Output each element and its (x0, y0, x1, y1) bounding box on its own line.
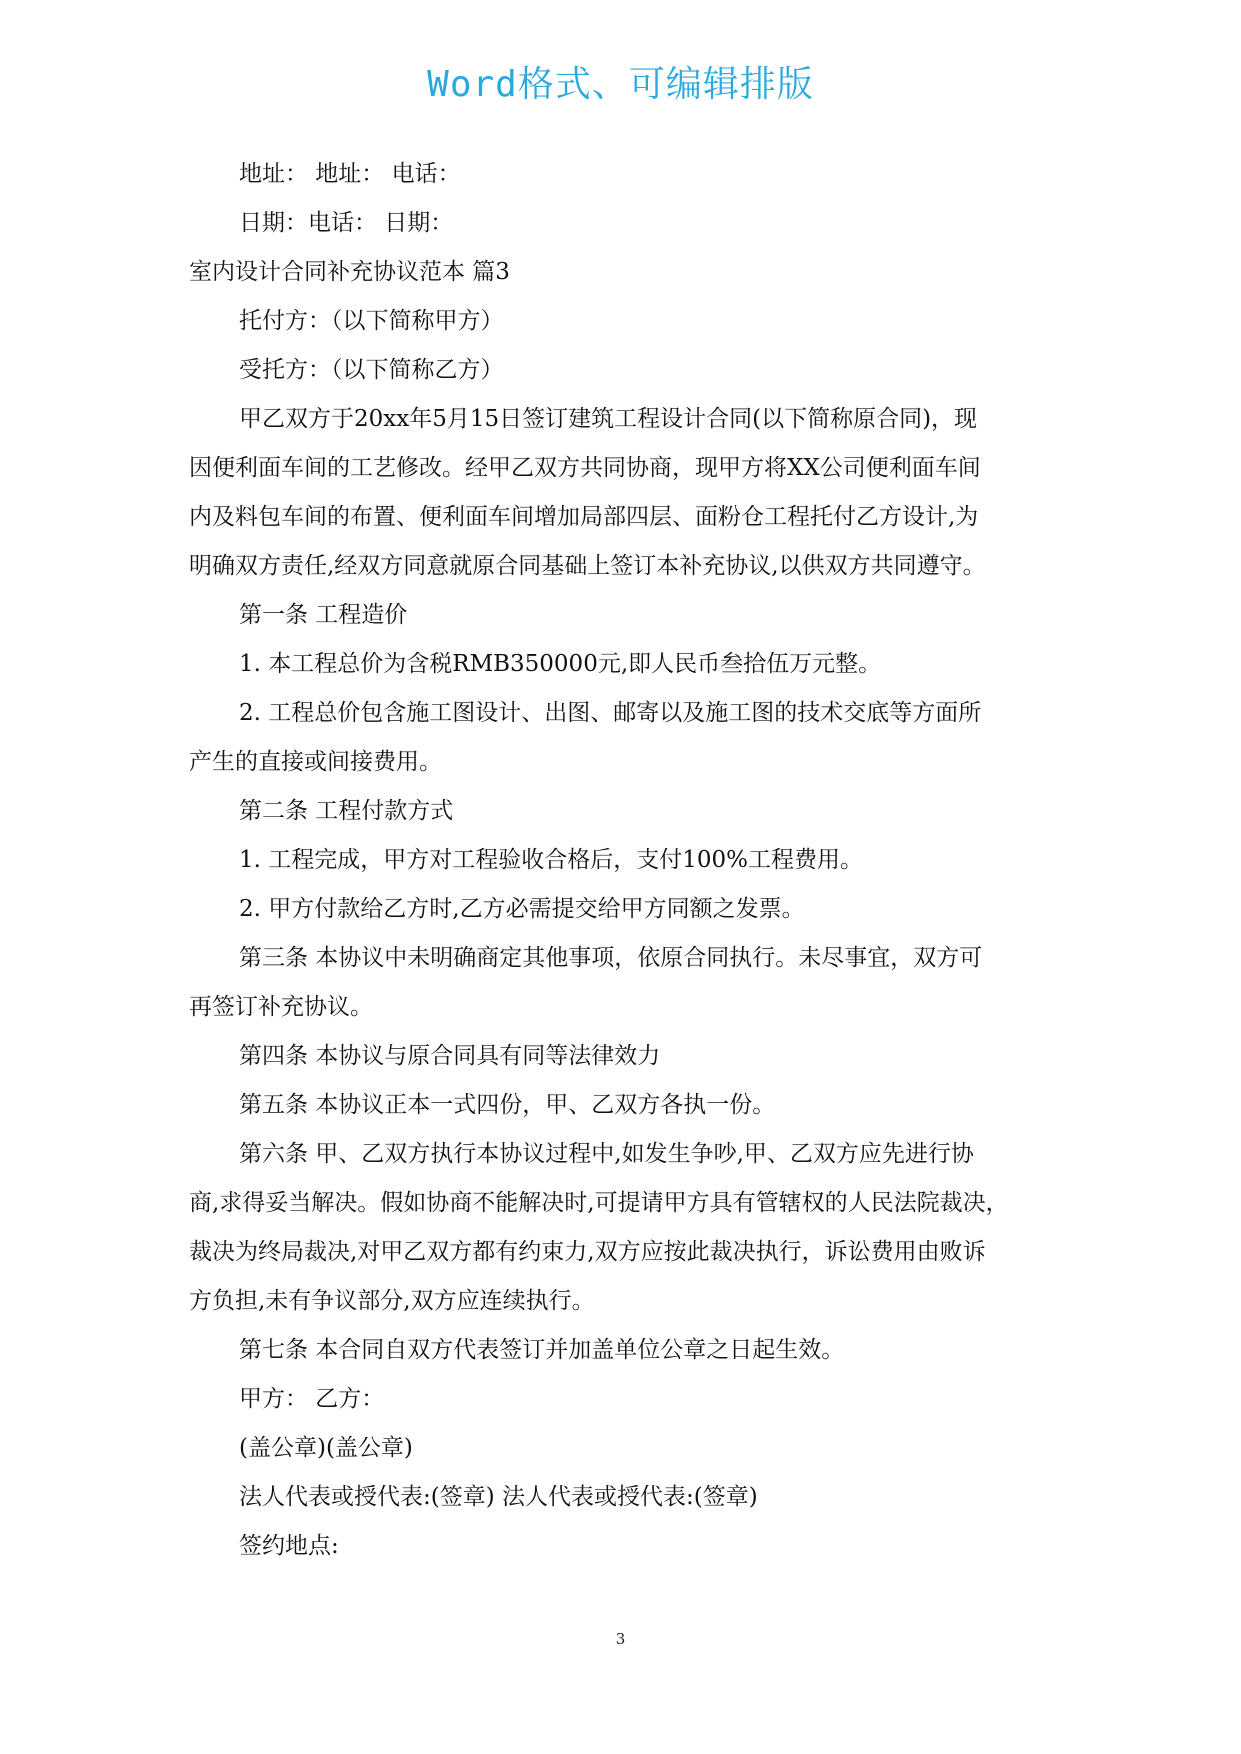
document-line: 日期：电话： 日期： (239, 210, 454, 236)
document-line: 2. 甲方付款给乙方时,乙方必需提交给甲方同额之发票。 (239, 896, 805, 922)
document-line: 地址： 地址： 电话： (239, 161, 461, 187)
document-line: 第三条 本协议中未明确商定其他事项，依原合同执行。未尽事宜，双方可 (239, 945, 983, 971)
document-line: 明确双方责任,经双方同意就原合同基础上签订本补充协议,以供双方共同遵守。 (189, 553, 986, 579)
document-line: 甲方： 乙方： (239, 1386, 385, 1412)
document-line: 第七条 本合同自双方代表签订并加盖单位公章之日起生效。 (239, 1337, 845, 1363)
document-line: 1. 本工程总价为含税RMB350000元,即人民币叁拾伍万元整。 (239, 651, 882, 677)
document-line: 第五条 本协议正本一式四份，甲、乙双方各执一份。 (239, 1092, 776, 1118)
document-line: 托付方：（以下简称甲方） (239, 308, 504, 334)
document-line: 裁决为终局裁决,对甲乙双方都有约束力,双方应按此裁决执行，诉讼费用由败诉 (189, 1239, 986, 1265)
document-line: 室内设计合同补充协议范本 篇3 (189, 259, 510, 285)
document-line: 签约地点: (239, 1533, 339, 1559)
document-line: 内及料包车间的布置、便利面车间增加局部四层、面粉仓工程托付乙方设计,为 (189, 504, 979, 530)
document-line: 方负担,未有争议部分,双方应连续执行。 (189, 1288, 595, 1314)
document-line: 1. 工程完成，甲方对工程验收合格后，支付100%工程费用。 (239, 847, 864, 873)
document-body (189, 150, 1069, 1571)
document-line: 产生的直接或间接费用。 (189, 749, 442, 775)
document-line: 法人代表或授代表:(签章) 法人代表或授代表:(签章) (239, 1484, 758, 1510)
document-line: 商,求得妥当解决。假如协商不能解决时,可提请甲方具有管辖权的人民法院裁决， (189, 1190, 1009, 1216)
document-line: 第四条 本协议与原合同具有同等法律效力 (239, 1043, 661, 1069)
document-line: 第二条 工程付款方式 (239, 798, 454, 824)
document-line: 因便利面车间的工艺修改。经甲乙双方共同协商，现甲方将XX公司便利面车间 (189, 455, 981, 481)
document-line: 受托方：（以下简称乙方） (239, 357, 504, 383)
header-title: Word格式、可编辑排版 (427, 64, 814, 105)
document-line: 第一条 工程造价 (239, 602, 408, 628)
document-line: 再签订补充协议。 (189, 994, 373, 1020)
document-line: 2. 工程总价包含施工图设计、出图、邮寄以及施工图的技术交底等方面所 (239, 700, 982, 726)
page-number: 3 (615, 1630, 626, 1648)
document-line: 甲乙双方于20xx年5月15日签订建筑工程设计合同(以下简称原合同)，现 (239, 406, 978, 432)
document-line: 第六条 甲、乙双方执行本协议过程中,如发生争吵,甲、乙双方应先进行协 (239, 1141, 974, 1167)
document-line: (盖公章)(盖公章) (239, 1435, 413, 1461)
